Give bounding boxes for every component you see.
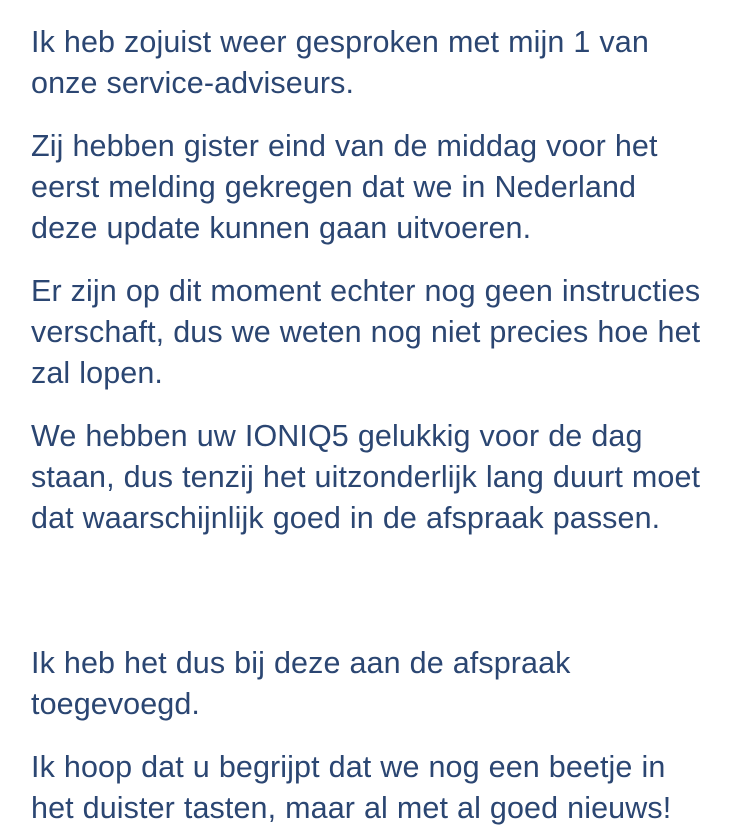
- message-paragraph: Ik heb zojuist weer gesproken met mijn 1 van onze service-adviseurs.: [31, 25, 658, 100]
- message-paragraph: Ik hoop dat u begrijpt dat we nog een beetje in het duister tasten, maar al met al goed nieuws!: [31, 750, 675, 825]
- message-paragraph: Er zijn op dit moment echter nog geen instructies verschaft, dus we weten nog niet precies hoe het zal lopen.: [31, 274, 710, 390]
- message-paragraph: We hebben uw IONIQ5 gelukkig voor de dag staan, dus tenzij het uitzonderlijk lang duurt moet dat waarschijnlijk goed in de afspraak passen.: [31, 419, 710, 535]
- message-paragraph: Ik heb het dus bij deze aan de afspraak toegevoegd.: [31, 646, 580, 721]
- message-paragraph: Zij hebben gister eind van de middag voor het eerst melding gekregen dat we in Nederland deze update kunnen gaan uitvoeren.: [31, 129, 667, 245]
